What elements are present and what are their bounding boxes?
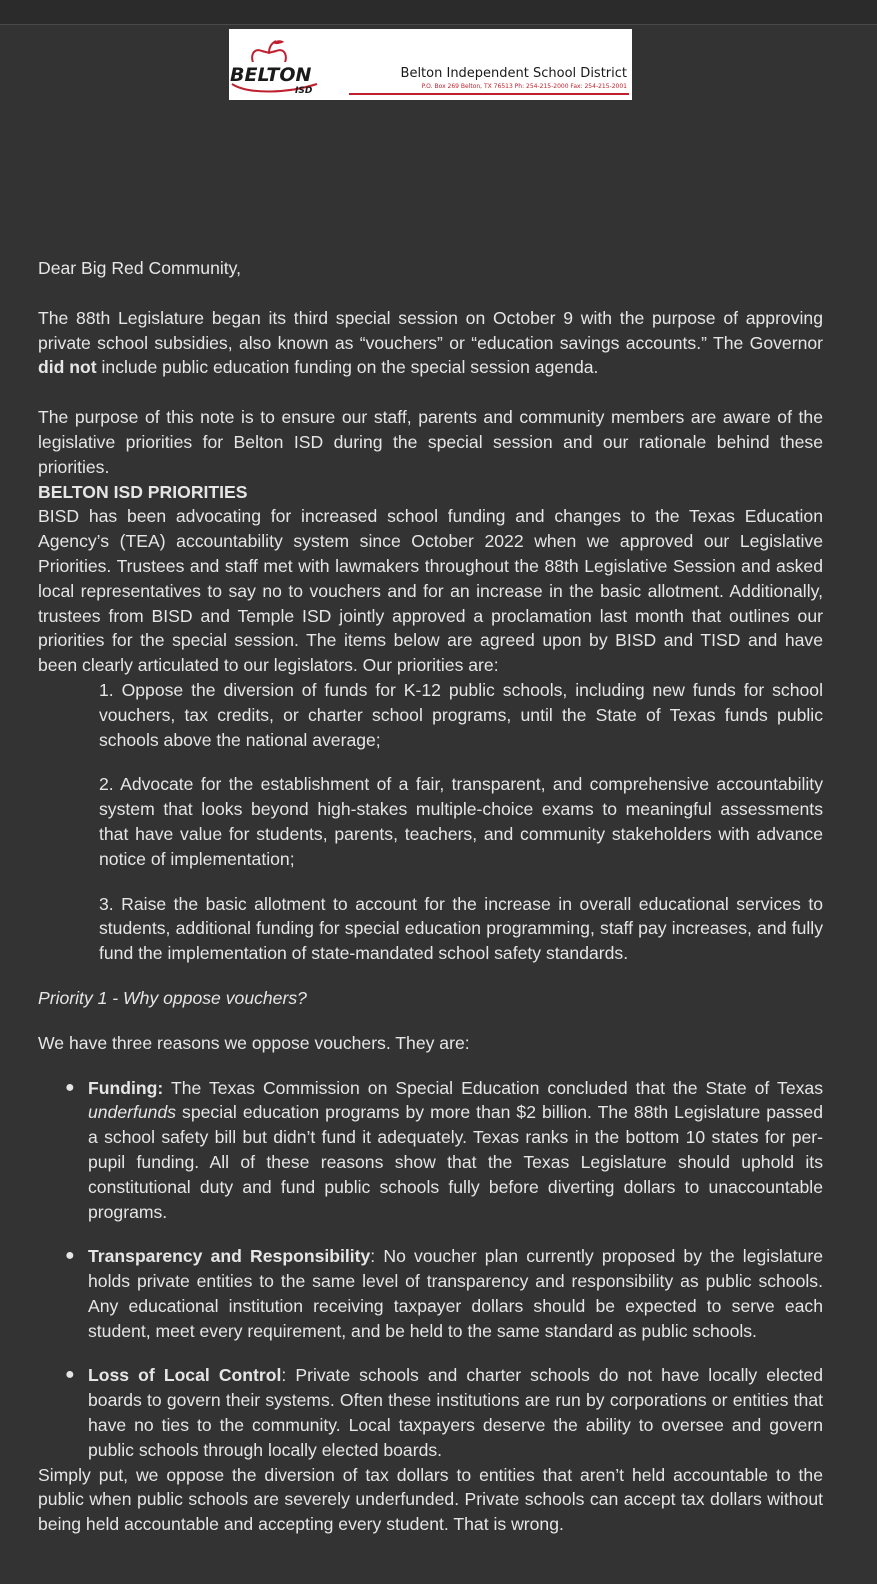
reason-text-a: The Texas Commission on Special Education concluded that the State of Texas bbox=[163, 1077, 823, 1098]
intro-paragraph bbox=[38, 306, 823, 380]
bullet-icon: ● bbox=[65, 1366, 75, 1384]
svg-text:BELTON: BELTON bbox=[230, 64, 312, 86]
letter-body bbox=[38, 256, 823, 1537]
intro-text-b: include public education funding on the special session agenda. bbox=[96, 357, 599, 378]
letterhead-rule bbox=[349, 93, 629, 95]
intro-emphasis: did not bbox=[38, 357, 97, 378]
svg-text:ISD: ISD bbox=[295, 86, 313, 96]
reason-item-transparency bbox=[65, 1244, 823, 1343]
reason-item-local-control bbox=[65, 1363, 824, 1462]
reason-title: Transparency and Responsibility bbox=[88, 1246, 371, 1267]
priority1-subheading: Priority 1 - Why oppose vouchers? bbox=[38, 987, 307, 1008]
reasons-list bbox=[38, 1076, 823, 1463]
closing-paragraph: Simply put, we oppose the diversion of tax dollars to entities that aren’t held accountable to the public when public schools are severely underfunded. Private schools can accept tax dollars without being held accountable and accepting every student. That is wrong. bbox=[38, 1464, 823, 1535]
reason-title: Loss of Local Control bbox=[88, 1365, 282, 1386]
priority-item-1: 1. Oppose the diversion of funds for K-12 public schools, including new funds for school vouchers, tax credits, or charter school programs, until the State of Texas funds public schools above the national average; bbox=[99, 679, 823, 750]
bullet-icon: ● bbox=[65, 1247, 75, 1265]
reason-text-a: : No voucher plan currently proposed by the legislature holds private entities to the same level of transparency and responsibility as public schools. Any educational institution receiving taxpayer dollars should be expected to serve each student, meet every requirement, and be held to the same standard as public schools. bbox=[88, 1246, 823, 1341]
district-contact-line: P.O. Box 269 Belton, TX 76513 Ph: 254-215-2000 Fax: 254-215-2001 bbox=[421, 83, 627, 90]
intro-text-a: The 88th Legislature began its third special session on October 9 with the purpose of approving private school subsidies, also known as “vouchers” or “education savings accounts.” The Governor bbox=[38, 307, 823, 353]
belton-isd-logo bbox=[229, 29, 329, 100]
reason-title: Funding: bbox=[88, 1077, 164, 1098]
advocacy-paragraph: BISD has been advocating for increased school funding and changes to the Texas Education Agency’s (TEA) accountability system since October 2022 when we approved our Legislative Priorities. Trustees and staff met with lawmakers throughout the 88th Legislative Session and asked local representatives to say no to vouchers and for an increase in the basic allotment. Additionally, trustees from BISD and Temple ISD jointly approved a proclamation last month that outlines our priorities for the special session. The items below are agreed upon by BISD and TISD and have been clearly articulated to our legislators. Our priorities are: bbox=[38, 506, 823, 676]
priority-item-2: 2. Advocate for the establishment of a fair, transparent, and comprehensive accountability system that looks beyond high-stakes multiple-choice exams to meaningful assessments that have value for students, parents, teachers, and community stakeholders with advance notice of implementation; bbox=[99, 774, 823, 869]
bullet-icon: ● bbox=[65, 1078, 75, 1096]
reasons-intro: We have three reasons we oppose vouchers. They are: bbox=[38, 1032, 470, 1053]
reason-text-b: special education programs by more than $2 billion. The 88th Legislature passed a school safety bill but didn’t fund it adequately. Texas ranks in the bottom 10 states for per-pupil funding. All of these reasons show that the Texas Legislature should uphold its constitutional duty and fund public schools fully before diverting dollars to unaccountable programs. bbox=[88, 1102, 823, 1222]
district-name: Belton Independent School District bbox=[400, 66, 627, 81]
purpose-paragraph: The purpose of this note is to ensure our staff, parents and community members are aware of the legislative priorities for Belton ISD during the special session and our rationale behind these priorities. bbox=[38, 407, 823, 477]
reason-item-funding bbox=[65, 1076, 823, 1225]
top-bar bbox=[0, 0, 877, 25]
priorities-heading: BELTON ISD PRIORITIES bbox=[38, 481, 248, 502]
reason-emphasis: underfunds bbox=[88, 1102, 177, 1123]
greeting: Dear Big Red Community, bbox=[38, 258, 242, 278]
letterhead bbox=[229, 29, 632, 100]
priorities-list bbox=[38, 678, 823, 966]
priority-item-3: 3. Raise the basic allotment to account for the increase in overall educational services to students, additional funding for special education programming, staff pay increases, and fully fund the implementation of state-mandated school safety standards. bbox=[99, 893, 823, 964]
reason-text-a: : Private schools and charter schools do not have locally elected boards to govern their systems. Often these institutions are run by corporations or entities that have no ties to the community. Local taxpayers deserve the ability to oversee and govern public schools through locally elected boards. bbox=[88, 1365, 824, 1460]
